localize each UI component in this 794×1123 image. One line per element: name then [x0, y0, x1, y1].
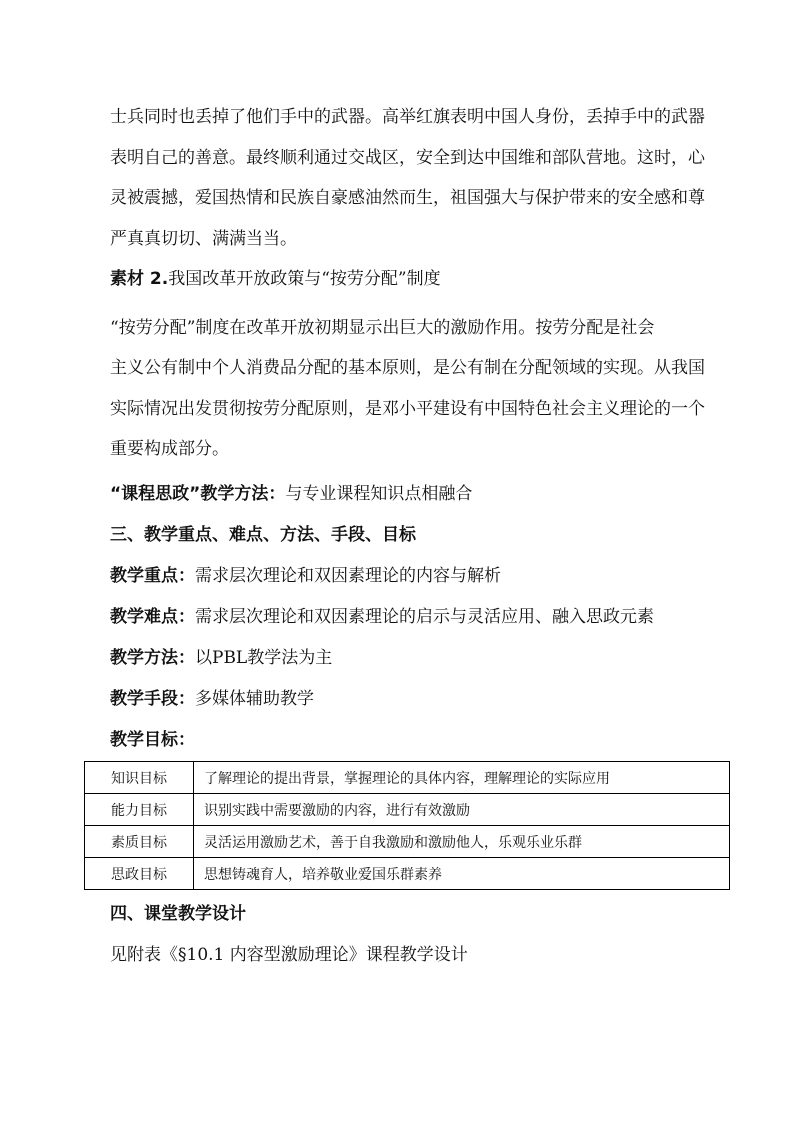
course-method-line	[110, 481, 472, 507]
teaching-difficulty-label: 教学难点：	[110, 607, 195, 627]
goal-value-cell: 识别实践中需要激励的内容，进行有效激励	[194, 794, 730, 826]
table-row	[85, 762, 730, 794]
goal-label-cell: 思政目标	[85, 858, 194, 890]
material2-line-4: 重要构成部分。	[110, 439, 229, 459]
goal-value-cell: 灵活运用激励艺术，善于自我激励和激励他人，乐观乐业乐群	[194, 826, 730, 858]
teaching-difficulty-value: 需求层次理论和双因素理论的启示与灵活应用、融入思政元素	[195, 607, 654, 627]
teaching-method	[110, 645, 332, 671]
goal-label-cell: 能力目标	[85, 794, 194, 826]
teaching-means-value: 多媒体辅助教学	[195, 689, 314, 709]
material2-title: 我国改革开放政策与“按劳分配”制度	[168, 269, 441, 289]
teaching-focus-label: 教学重点：	[110, 566, 195, 586]
goal-value-cell: 了解理论的提出背景，掌握理论的具体内容，理解理论的实际应用	[194, 762, 730, 794]
teaching-goals-label: 教学目标：	[110, 730, 195, 750]
section4-text: 见附表《§10.1 内容型激励理论》课程教学设计	[110, 945, 468, 965]
goal-label-cell: 知识目标	[85, 762, 194, 794]
intro-line-1: 士兵同时也丢掉了他们手中的武器。高举红旗表明中国人身份，丢掉手中的武器	[110, 107, 705, 127]
teaching-focus-value: 需求层次理论和双因素理论的内容与解析	[195, 566, 501, 586]
teaching-method-label: 教学方法：	[110, 648, 195, 668]
teaching-goals-table	[84, 761, 730, 890]
course-method-label: “课程思政”教学方法：	[110, 484, 286, 504]
table-row	[85, 858, 730, 890]
material2-line-2: 主义公有制中个人消费品分配的基本原则，是公有制在分配领域的实现。从我国	[110, 358, 705, 378]
teaching-means-label: 教学手段：	[110, 689, 195, 709]
teaching-means	[110, 686, 314, 712]
teaching-method-value: 以PBL教学法为主	[195, 648, 333, 668]
material2-label: 素材 2.	[110, 269, 169, 289]
goal-label-cell: 素质目标	[85, 826, 194, 858]
intro-line-3: 灵被震撼，爱国热情和民族自豪感油然而生，祖国强大与保护带来的安全感和尊	[110, 188, 705, 208]
material2-line-1: “按劳分配”制度在改革开放初期显示出巨大的激励作用。按劳分配是社会	[110, 318, 655, 338]
teaching-difficulty	[110, 604, 654, 630]
material2-heading	[110, 261, 728, 298]
intro-line-4: 严真真切切、满满当当。	[110, 229, 297, 249]
goal-value-cell: 思想铸魂育人，培养敬业爱国乐群素养	[194, 858, 730, 890]
table-row	[85, 794, 730, 826]
table-row	[85, 826, 730, 858]
section4-heading: 四、课堂教学设计	[110, 904, 246, 924]
course-method-value: 与专业课程知识点相融合	[285, 484, 473, 504]
material2-line-3: 实际情况出发贯彻按劳分配原则，是邓小平建设有中国特色社会主义理论的一个	[110, 399, 705, 419]
section3-heading: 三、教学重点、难点、方法、手段、目标	[110, 525, 416, 545]
intro-line-2: 表明自己的善意。最终顺利通过交战区，安全到达中国维和部队营地。这时，心	[110, 148, 705, 168]
teaching-focus	[110, 563, 501, 589]
